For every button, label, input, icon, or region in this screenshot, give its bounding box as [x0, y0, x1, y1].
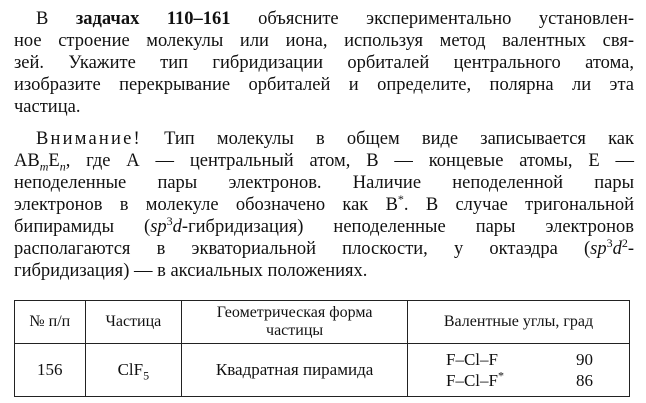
particle-subscript: 5 — [143, 368, 150, 383]
angle-label-text: F–Cl–F — [446, 371, 498, 390]
header-angles: Валентные углы, град — [408, 301, 630, 344]
particle-table — [14, 300, 630, 397]
asterisk: * — [498, 368, 504, 383]
header-geometry-line-1: Геометрическая форма — [216, 304, 373, 321]
header-geometry-line-2: частицы — [266, 322, 324, 339]
superscript-2: 2 — [621, 235, 628, 250]
attention-line-1 — [14, 128, 634, 150]
cell-number: 156 — [15, 344, 86, 397]
attention-paragraph — [14, 128, 634, 282]
formula-sub-m: m — [39, 159, 49, 174]
attention-text: -гибридизация) неподеленные пары электронов — [181, 217, 634, 237]
angle-value: 90 — [576, 350, 593, 369]
attention-line-2 — [14, 150, 634, 172]
header-geometry — [182, 301, 408, 344]
attention-text: бипирамиды ( — [14, 217, 151, 237]
instruction-line-3: зей. Укажите тип гибридизации орбиталей центрального атома, — [14, 53, 634, 73]
formula-ab: AB — [14, 151, 40, 171]
header-particle: Частица — [85, 301, 182, 344]
instruction-line-1 — [14, 8, 634, 30]
instruction-line-2: ное строение молекулы или иона, используя метод валентных свя- — [14, 31, 634, 51]
cell-angles — [408, 344, 630, 397]
hyphen: - — [627, 239, 634, 259]
attention-line-3: неподеленные пары электронов. Наличие неподеленной пары — [14, 173, 634, 193]
attention-text: располагаются в экваториальной плоскости, у октаэдра ( — [14, 239, 591, 259]
angle-row-1 — [408, 349, 629, 370]
instruction-text: объясните экспериментально установлен- — [258, 9, 635, 29]
angle-label — [446, 370, 504, 391]
formula-sub-n: n — [59, 159, 66, 174]
angle-row-2 — [408, 370, 629, 391]
superscript-3: 3 — [166, 213, 173, 228]
task-instructions-paragraph — [14, 8, 634, 118]
attention-text: . В случае тригональной — [403, 195, 634, 215]
attention-line-7: гибридизация) — в аксиальных положениях. — [14, 261, 368, 281]
table-row — [15, 344, 630, 397]
header-number: № п/п — [15, 301, 86, 344]
attention-line-4 — [14, 191, 634, 216]
d-label: d — [612, 239, 622, 259]
cell-geometry: Квадратная пирамида — [182, 344, 408, 397]
attention-text: электронов в молекуле обозначено как В — [14, 195, 398, 215]
sp-label: sp — [150, 217, 167, 237]
instruction-line-4: изобразите перекрывание орбиталей и определите, полярна ли эта — [14, 75, 634, 95]
lead-word: В — [36, 9, 49, 29]
attention-line-5 — [14, 213, 634, 238]
particle-formula: ClF — [117, 360, 144, 379]
cell-particle — [85, 344, 182, 397]
task-range: задачах 110–161 — [75, 9, 231, 29]
angle-value: 86 — [576, 371, 593, 390]
attention-line-6 — [14, 235, 634, 260]
formula-e: E — [48, 151, 60, 171]
superscript-3: 3 — [606, 235, 613, 250]
angle-label: F–Cl–F — [446, 350, 498, 369]
sp-label: sp — [590, 239, 607, 259]
attention-label: Внимание! — [36, 129, 142, 149]
attention-text: Тип молекулы в общем виде записывается как — [164, 129, 634, 149]
d-label: d — [172, 217, 182, 237]
asterisk: * — [397, 191, 404, 206]
attention-text: , где А — центральный атом, В — концевые атомы, Е — — [65, 151, 634, 171]
instruction-line-5: частица. — [14, 97, 81, 117]
table-header-row — [15, 301, 630, 344]
